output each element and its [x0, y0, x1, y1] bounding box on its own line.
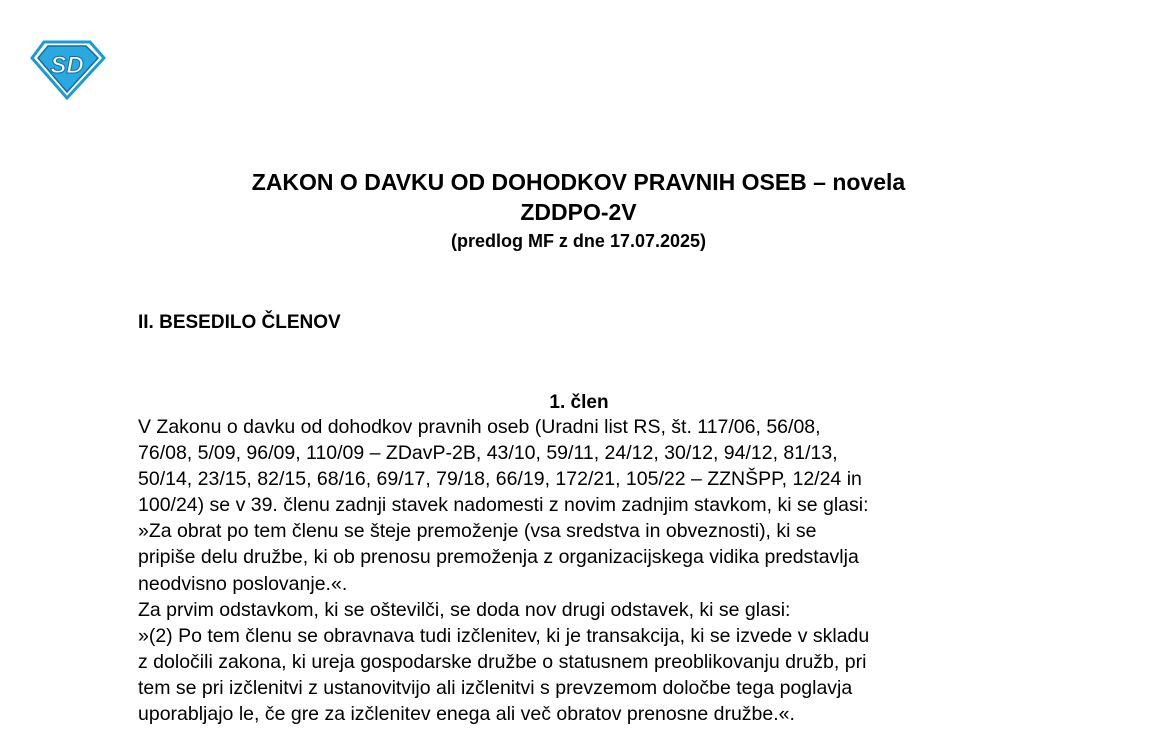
document-title-abbreviation: ZDDPO-2V — [520, 199, 637, 225]
section-heading: II. BESEDILO ČLENOV — [138, 312, 341, 333]
sd-logo — [30, 40, 106, 100]
article-paragraph: Za prvim odstavkom, ki se oštevilči, se doda nov drugi odstavek, ki se glasi: — [138, 598, 791, 621]
document-title: ZAKON O DAVKU OD DOHODKOV PRAVNIH OSEB – novela — [251, 169, 906, 195]
article-paragraph: »(2) Po tem členu se obravnava tudi izčlenitev, ki je transakcija, ki se izvede v skladu z določili zakona, ki ureja gospodarske družbe o statusnem preoblikovanju družb, pri tem se pri izčlenitvi z ustanovitvijo ali izčlenitvi s prevzemom določbe tega poglavja uporabljajo le, če gre za izčlenitev enega ali več obratov prenosne družbe.«. — [138, 624, 870, 726]
article-heading: 1. člen — [549, 392, 609, 413]
article-body — [138, 414, 1020, 727]
article-paragraph: »Za obrat po tem členu se šteje premoženje (vsa sredstva in obveznosti), ki se pripiše delu družbe, ki ob prenosu premoženja z organizacijskega vidika predstavlja neodvisno poslovanje.«. — [138, 520, 859, 595]
article-paragraph: V Zakonu o davku od dohodkov pravnih oseb (Uradni list RS, št. 117/06, 56/08, 76/08, 5/09, 96/09, 110/09 – ZDavP-2B, 43/10, 59/11, 24/12, 30/12, 94/12, 81/13, 50/14, 23/15, 82/15, 68/16, 69/17, 79/18, 66/19, 172/21, 105/22 – ZZNŠPP, 12/24 in 100/24) se v 39. členu zadnji stavek nadomesti z novim zadnjim stavkom, ki se glasi: — [138, 416, 869, 517]
document-subtitle: (predlog MF z dne 17.07.2025) — [450, 231, 707, 251]
logo-letters: SD — [50, 52, 84, 79]
sd-diamond-logo-icon — [30, 40, 106, 100]
